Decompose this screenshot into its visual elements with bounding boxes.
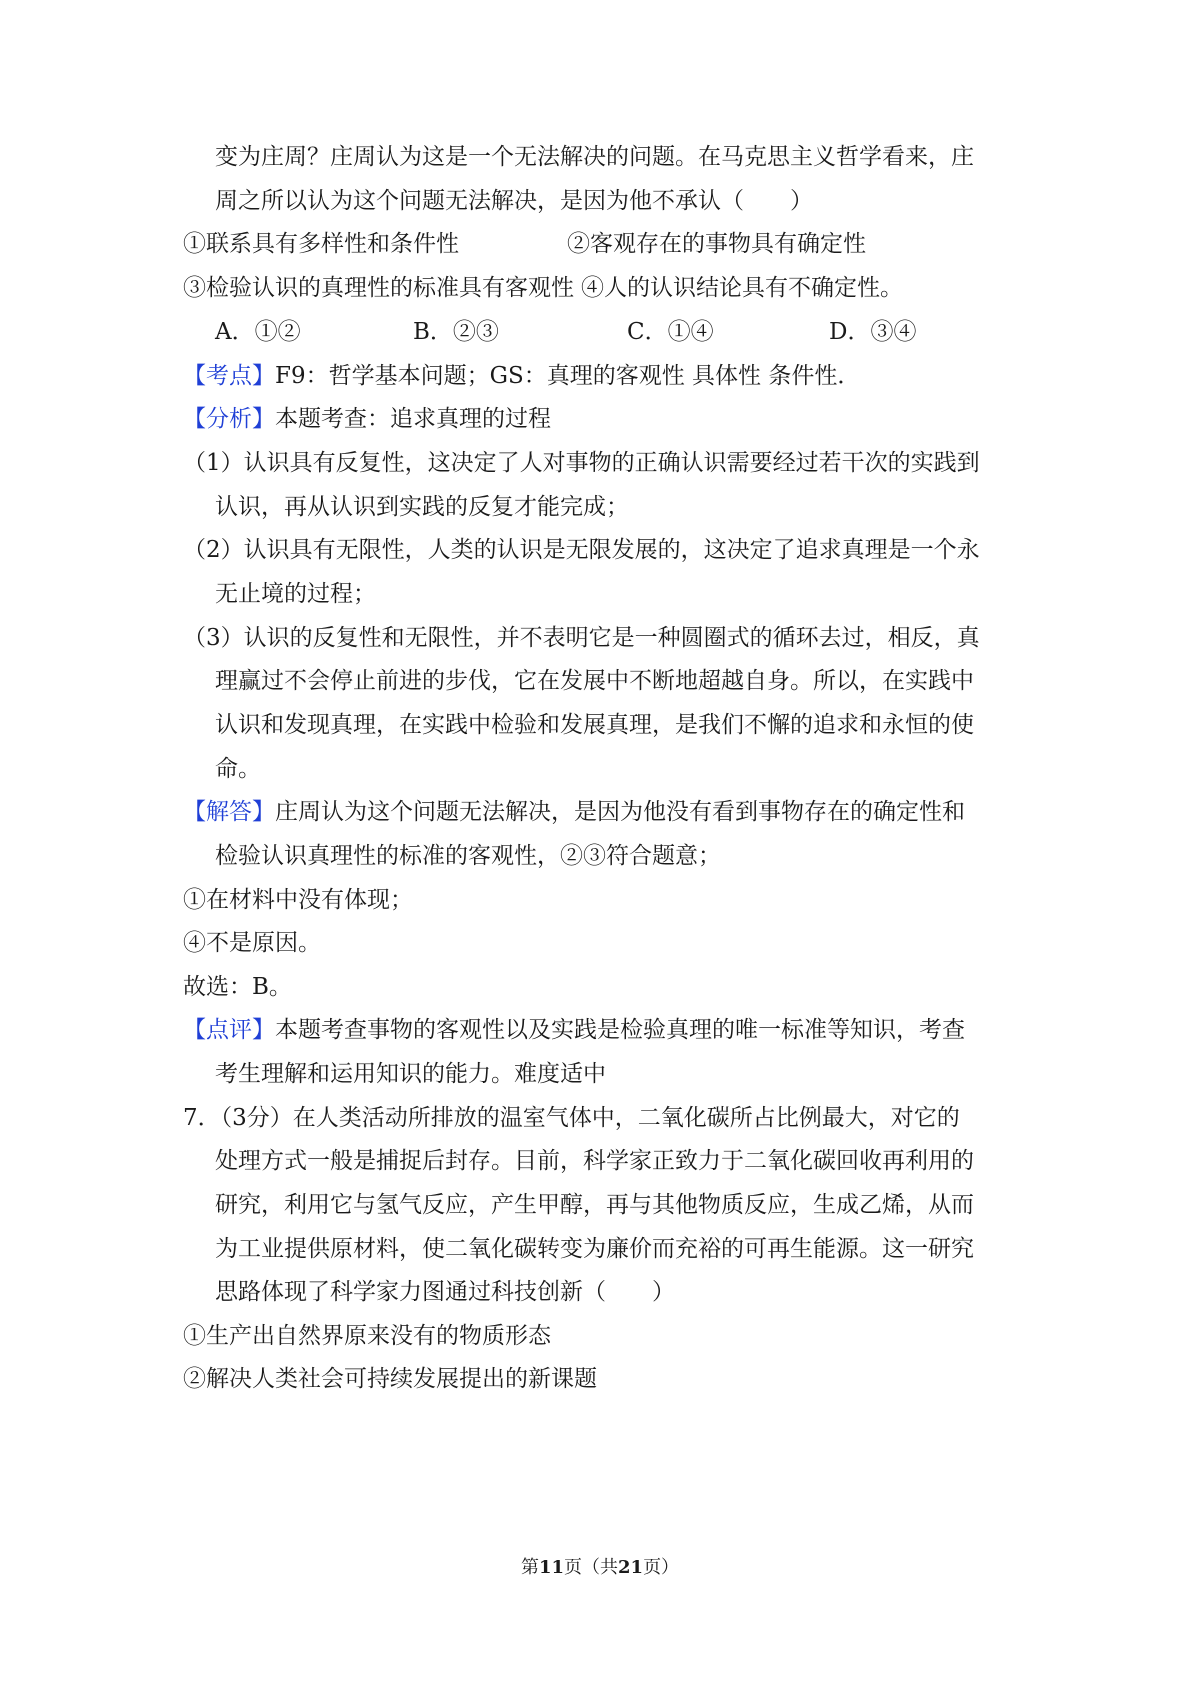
answer-line: 故选：B。 [183, 974, 292, 1000]
question-7-line: 处理方式一般是捕捉后封存。目前，科学家正致力于二氧化碳回收再利用的 [215, 1148, 974, 1174]
choice-4: ④人的认识结论具有不确定性。 [581, 275, 903, 301]
jieda-note-1: ①在材料中没有体现； [183, 887, 413, 913]
option-b: B．②③ [413, 319, 499, 345]
choice-1: ①联系具有多样性和条件性 [183, 231, 459, 257]
total-pages: 21 [618, 1557, 644, 1578]
analysis-point-2: （2）认识具有无限性，人类的认识是无限发展的，这决定了追求真理是一个永 [183, 537, 980, 563]
question-7-choice-1: ①生产出自然界原来没有的物质形态 [183, 1323, 551, 1349]
kaodian-tag: 【考点】 [183, 363, 275, 389]
option-d: D．③④ [829, 319, 917, 345]
fenxi-tag: 【分析】 [183, 406, 275, 432]
question-text-line: 变为庄周？庄周认为这是一个无法解决的问题。在马克思主义哲学看来，庄 [215, 144, 974, 170]
jieda-text: 庄周认为这个问题无法解决，是因为他没有看到事物存在的确定性和 [275, 799, 965, 825]
analysis-point-3-cont: 理赢过不会停止前进的步伐，它在发展中不断地超越自身。所以，在实践中 [215, 668, 974, 694]
dianping-line [183, 1015, 965, 1045]
fenxi-line [183, 404, 551, 434]
analysis-point-1: （1）认识具有反复性，这决定了人对事物的正确认识需要经过若干次的实践到 [183, 450, 980, 476]
question-7-choice-2: ②解决人类社会可持续发展提出的新课题 [183, 1366, 597, 1392]
analysis-point-3-cont: 认识和发现真理，在实践中检验和发展真理，是我们不懈的追求和永恒的使 [215, 712, 974, 738]
fenxi-text: 本题考查：追求真理的过程 [275, 406, 551, 432]
kaodian-text: F9：哲学基本问题；GS：真理的客观性 具体性 条件性． [275, 363, 861, 389]
question-7-line: 研究，利用它与氢气反应，产生甲醇，再与其他物质反应，生成乙烯，从而 [215, 1192, 974, 1218]
footer-prefix: 第 [520, 1557, 539, 1578]
choice-2: ②客观存在的事物具有确定性 [567, 231, 866, 257]
choice-3: ③检验认识的真理性的标准具有客观性 [183, 275, 574, 301]
dianping-cont: 考生理解和运用知识的能力。难度适中 [215, 1061, 606, 1087]
footer-suffix: 页） [643, 1557, 680, 1578]
question-text-line: 周之所以认为这个问题无法解决，是因为他不承认（ ） [215, 188, 813, 214]
jieda-line [183, 797, 965, 827]
question-7-line: 为工业提供原材料，使二氧化碳转变为廉价而充裕的可再生能源。这一研究 [215, 1236, 974, 1262]
dianping-tag: 【点评】 [183, 1017, 275, 1043]
jieda-note-4: ④不是原因。 [183, 930, 321, 956]
question-7-line: 思路体现了科学家力图通过科技创新（ ） [215, 1279, 675, 1305]
option-c: C．①④ [627, 319, 714, 345]
kaodian-line [183, 361, 860, 391]
page-number: 11 [538, 1557, 564, 1578]
dianping-text: 本题考查事物的客观性以及实践是检验真理的唯一标准等知识，考查 [275, 1017, 965, 1043]
question-7-line: 7．（3分）在人类活动所排放的温室气体中，二氧化碳所占比例最大，对它的 [183, 1105, 960, 1131]
footer-middle: 页（共 [564, 1557, 618, 1578]
page-footer [0, 1556, 1200, 1580]
analysis-point-3: （3）认识的反复性和无限性，并不表明它是一种圆圈式的循环去过，相反，真 [183, 625, 980, 651]
analysis-point-1-cont: 认识，再从认识到实践的反复才能完成； [215, 494, 629, 520]
analysis-point-2-cont: 无止境的过程； [215, 581, 376, 607]
analysis-point-3-cont: 命。 [215, 756, 261, 782]
option-a: A．①② [215, 319, 301, 345]
jieda-cont: 检验认识真理性的标准的客观性，②③符合题意； [215, 843, 721, 869]
jieda-tag: 【解答】 [183, 799, 275, 825]
